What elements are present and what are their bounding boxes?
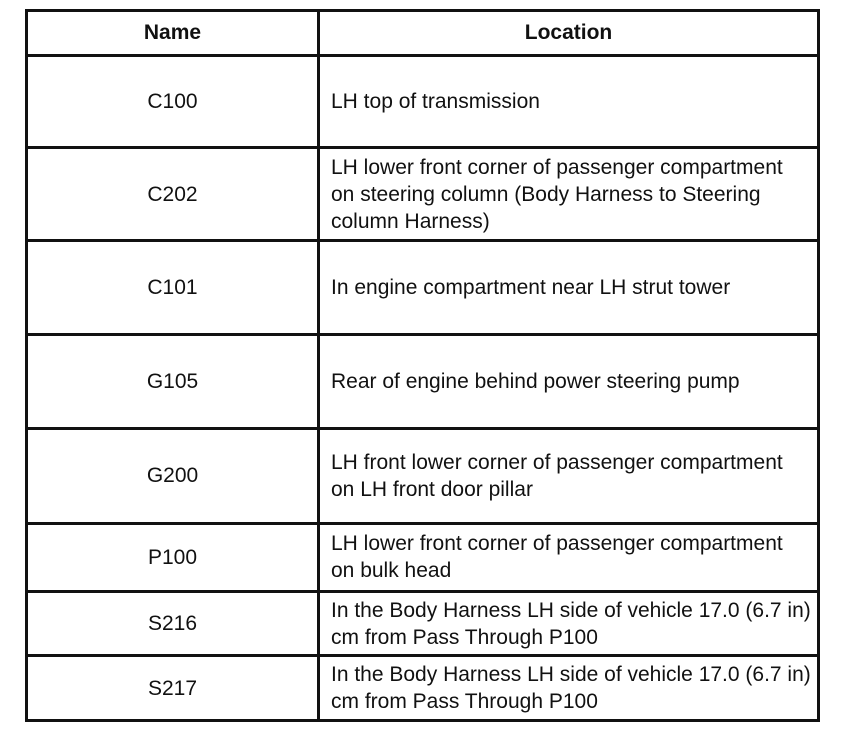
header-location: Location bbox=[319, 11, 819, 56]
header-name: Name bbox=[27, 11, 319, 56]
row-name-cell: G105 bbox=[27, 335, 319, 429]
table-row bbox=[27, 656, 819, 721]
row-location-cell: LH top of transmission bbox=[319, 56, 819, 148]
row-name-cell: P100 bbox=[27, 523, 319, 592]
row-location-cell: Rear of engine behind power steering pump bbox=[319, 335, 819, 429]
row-name-cell: C100 bbox=[27, 56, 319, 148]
table-row bbox=[27, 335, 819, 429]
table-row bbox=[27, 523, 819, 592]
row-location-cell: LH lower front corner of passenger compartment on bulk head bbox=[319, 523, 819, 592]
connector-location-table bbox=[25, 9, 820, 722]
table-row bbox=[27, 592, 819, 656]
row-name-cell: C202 bbox=[27, 147, 319, 241]
row-name-cell: S217 bbox=[27, 656, 319, 721]
table-header-row bbox=[27, 11, 819, 56]
table-row bbox=[27, 428, 819, 523]
table-row bbox=[27, 147, 819, 241]
row-location-cell: In the Body Harness LH side of vehicle 17.0 (6.7 in) cm from Pass Through P100 bbox=[319, 656, 819, 721]
row-location-cell: LH lower front corner of passenger compartment on steering column (Body Harness to Steering column Harness) bbox=[319, 147, 819, 241]
row-name-cell: S216 bbox=[27, 592, 319, 656]
table-row bbox=[27, 241, 819, 335]
row-location-cell: In the Body Harness LH side of vehicle 17.0 (6.7 in) cm from Pass Through P100 bbox=[319, 592, 819, 656]
table-row bbox=[27, 56, 819, 148]
row-location-cell: In engine compartment near LH strut tower bbox=[319, 241, 819, 335]
row-name-cell: G200 bbox=[27, 428, 319, 523]
row-name-cell: C101 bbox=[27, 241, 319, 335]
row-location-cell: LH front lower corner of passenger compartment on LH front door pillar bbox=[319, 428, 819, 523]
